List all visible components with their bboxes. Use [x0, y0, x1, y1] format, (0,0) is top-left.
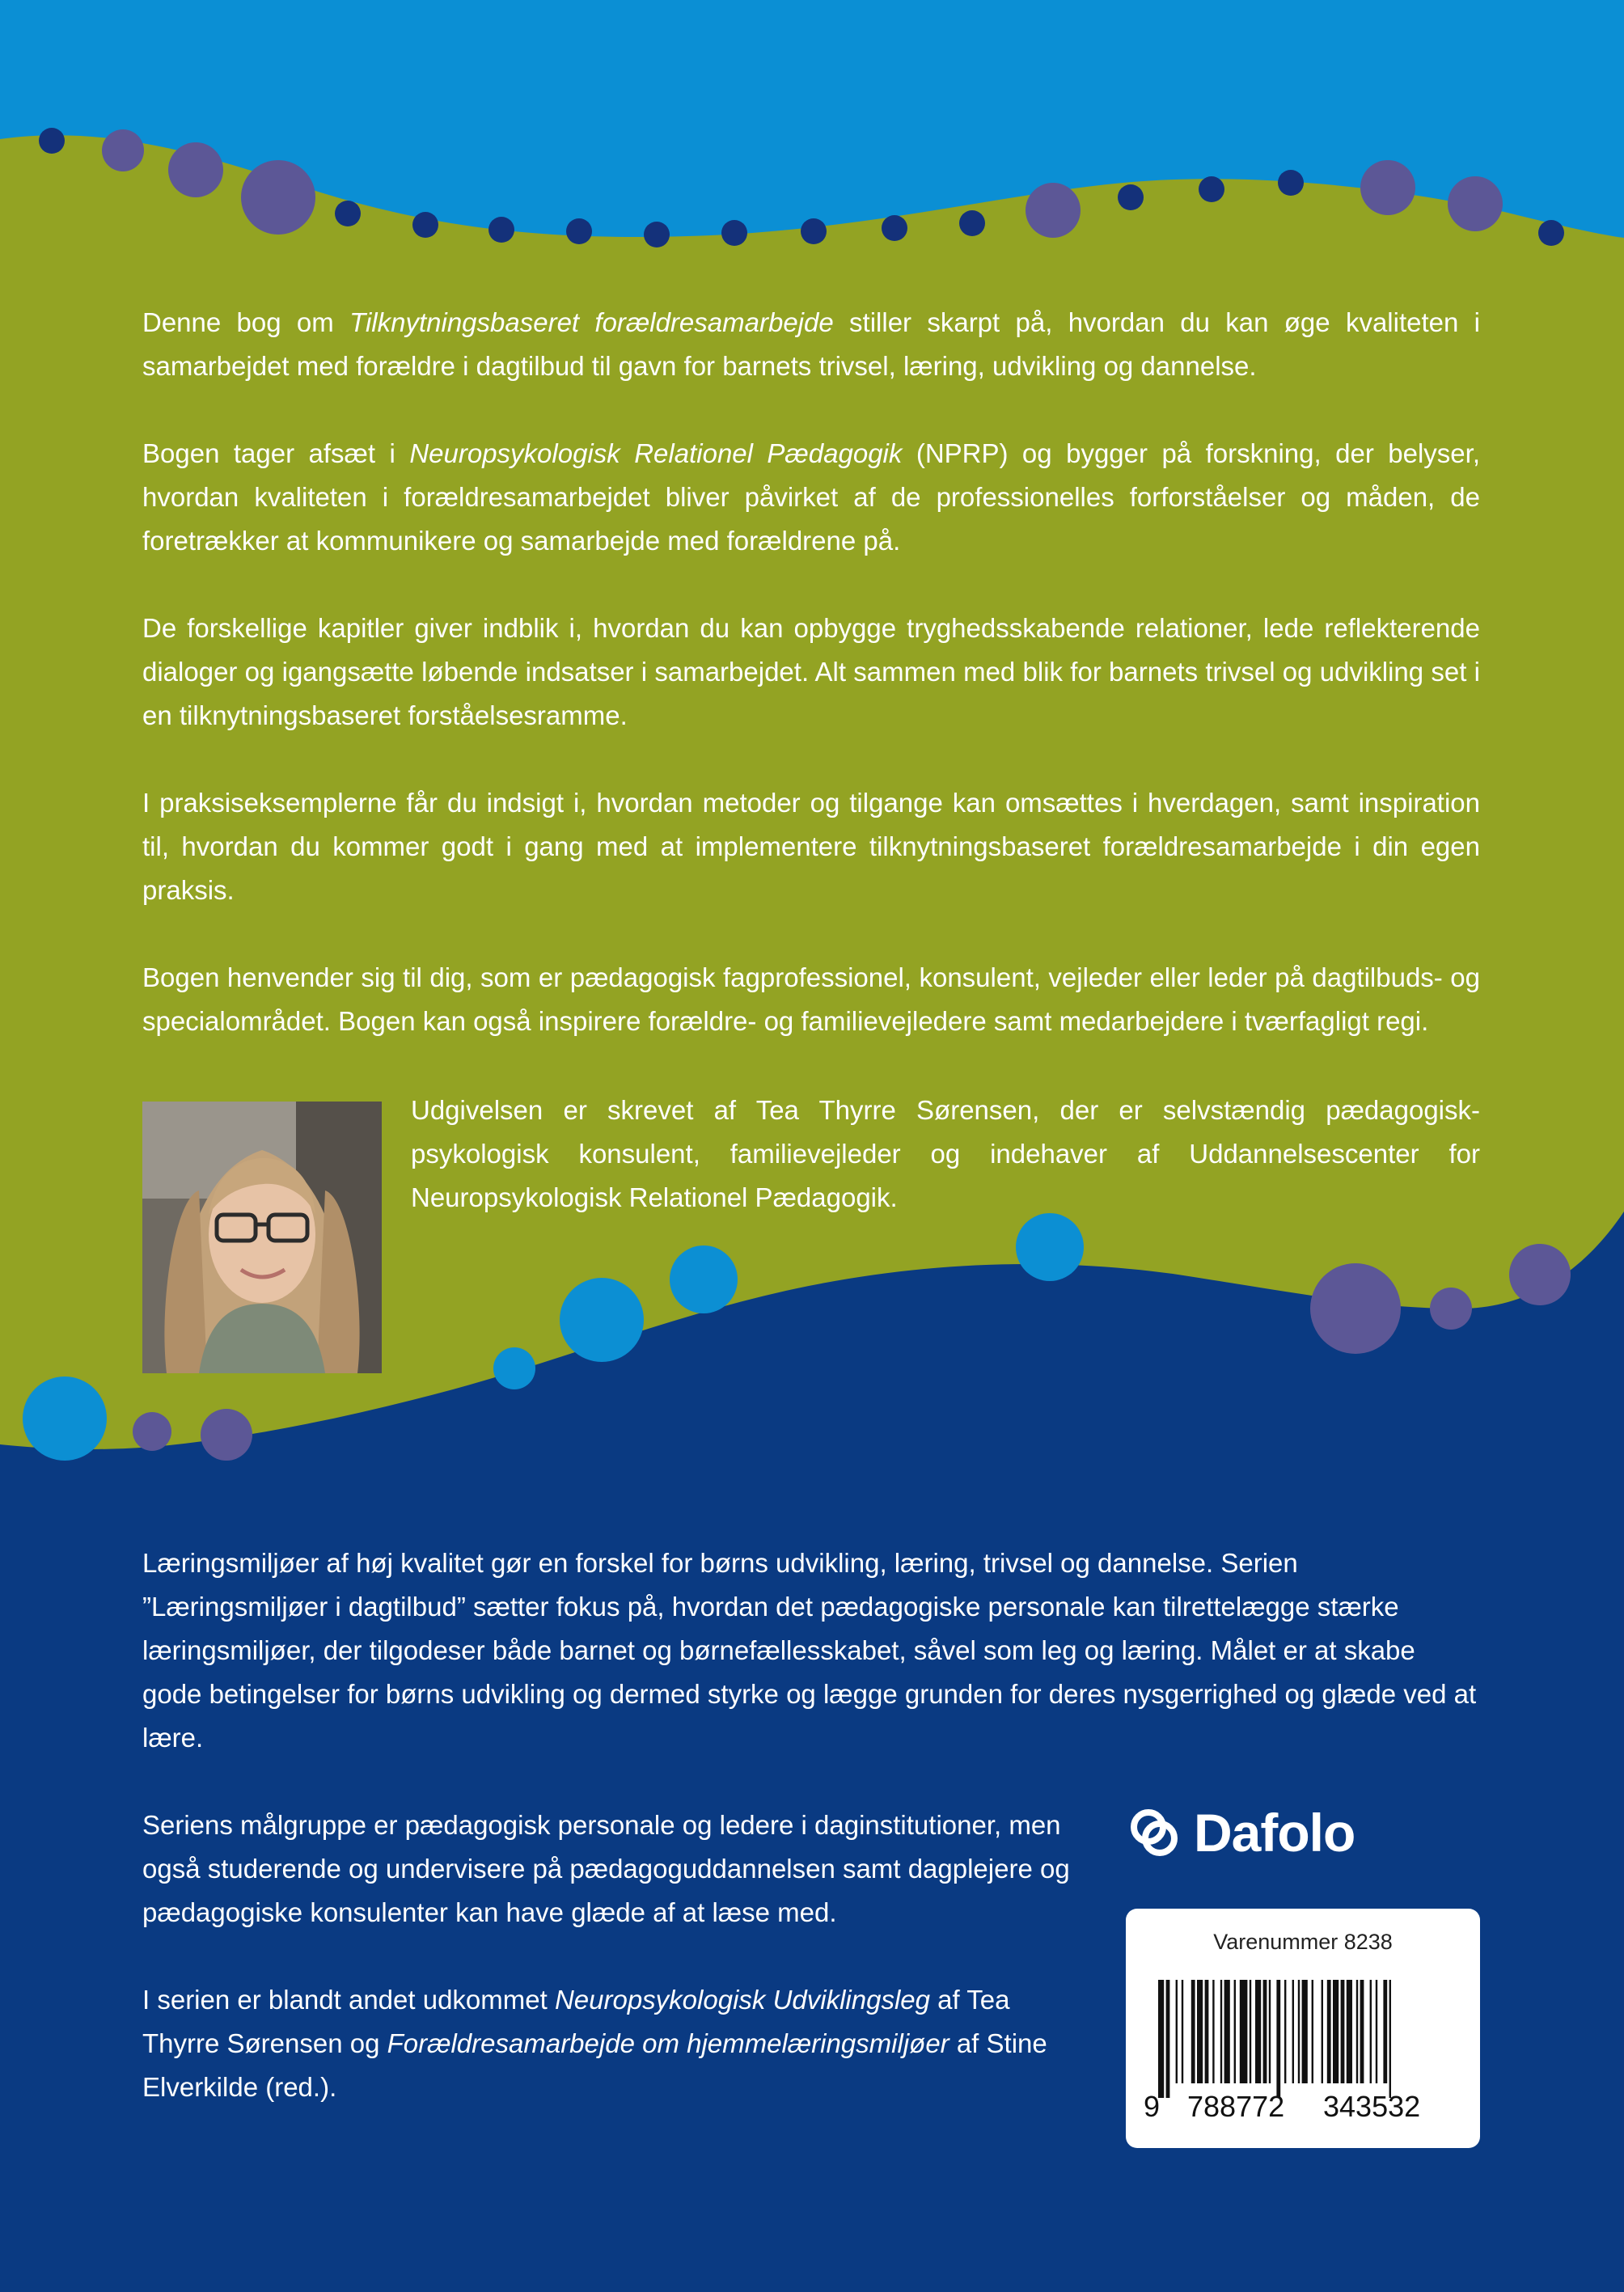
- decorative-dot: [801, 218, 827, 244]
- decorative-dot: [23, 1376, 107, 1461]
- barcode-label: [1126, 1909, 1480, 2148]
- decorative-dot: [1538, 220, 1564, 246]
- barcode-bar: [1276, 1980, 1280, 2098]
- decorative-dot: [201, 1409, 252, 1461]
- author-photo: [142, 1102, 382, 1373]
- isbn-right-group: 343532: [1323, 2090, 1421, 2123]
- barcode-bar: [1158, 1980, 1164, 2098]
- decorative-dot: [882, 215, 907, 241]
- barcode-bar: [1347, 1980, 1352, 2083]
- book-description-paragraph-1: Denne bog om Tilknytningsbaseret forældresamarbejde stiller skarpt på, hvordan du kan øge kvaliteten i samarbejdet med forældre i dagtilbud til gavn for barnets trivsel, læring, udvikling og dannelse.: [142, 307, 1480, 381]
- barcode-bar: [1376, 1980, 1377, 2083]
- barcode-bar: [1360, 1980, 1364, 2083]
- item-number: Varenummer 8238: [1213, 1930, 1393, 1954]
- decorative-dot: [1310, 1263, 1401, 1354]
- publisher-name: Dafolo: [1194, 1803, 1355, 1863]
- barcode-bar: [1298, 1980, 1300, 2083]
- decorative-dot: [493, 1347, 535, 1389]
- barcode-bar: [1327, 1980, 1331, 2083]
- decorative-dot: [1448, 176, 1503, 231]
- book-description-paragraph-4: I praksiseksemplerne får du indsigt i, hvordan metoder og tilgange kan omsættes i hverdagen, samt inspiration til, hvordan du kommer godt i gang med at implementere tilknytningsbaseret forældresamarbejde i din egen praksis.: [142, 788, 1480, 905]
- barcode-bar: [1197, 1980, 1203, 2083]
- decorative-dot: [335, 201, 361, 226]
- barcode-bar: [1240, 1980, 1248, 2083]
- barcode-bar: [1389, 1980, 1391, 2098]
- book-description-paragraph-3: De forskellige kapitler giver indblik i, hvordan du kan opbygge tryghedsskabende relationer, lede reflekterende dialoger og igangsætte løbende indsatser i samarbejdet. Alt sammen med blik for barnets trivsel og udvikling set i en tilknytningsbaseret forståelsesramme.: [142, 613, 1480, 730]
- decorative-dot: [102, 129, 144, 171]
- decorative-dot: [560, 1278, 644, 1362]
- isbn-barcode: [1158, 1980, 1449, 2098]
- decorative-dot: [412, 212, 438, 238]
- barcode-bar: [1263, 1980, 1267, 2083]
- barcode-bar: [1255, 1980, 1261, 2083]
- decorative-dot: [1016, 1213, 1084, 1281]
- book-description-paragraph-5: Bogen henvender sig til dig, som er pædagogisk fagprofessionel, konsulent, vejleder eller leder på dagtilbuds- og specialområdet. Bogen kan også inspirere forældre- og familievejledere samt medarbejdere i tværfagligt regi.: [142, 962, 1480, 1036]
- barcode-bar: [1269, 1980, 1271, 2083]
- barcode-bar: [1176, 1980, 1178, 2083]
- decorative-dot: [1026, 183, 1081, 238]
- barcode-bar: [1312, 1980, 1313, 2083]
- isbn-prefix-digit: 9: [1144, 2090, 1161, 2123]
- decorative-dot: [241, 160, 315, 235]
- decorative-dot: [1278, 170, 1304, 196]
- decorative-dot: [1360, 160, 1415, 215]
- barcode-bar: [1333, 1980, 1339, 2083]
- decorative-dot: [1430, 1288, 1472, 1330]
- barcode-bar: [1212, 1980, 1214, 2083]
- barcode-bar: [1191, 1980, 1195, 2083]
- barcode-bar: [1383, 1980, 1387, 2083]
- barcode-bar: [1224, 1980, 1230, 2083]
- publisher-logo: [1126, 1800, 1355, 1865]
- barcode-bar: [1302, 1980, 1308, 2083]
- barcode-bar: [1370, 1980, 1372, 2083]
- series-description-paragraph-1: Læringsmiljøer af høj kvalitet gør en forskel for børns udvikling, læring, trivsel og dannelse. Serien ”Læringsmiljøer i dagtilbud” sætter fokus på, hvordan det pædagogiske personale kan tilrettelægge stærke læringsmiljøer, der tilgodeser både barnet og børnefællesskabet, såvel som leg og læring. Målet er at skabe gode betingelser for børns udvikling og dermed styrke og lægge grunden for deres nysgerrighed og glæde ved at lære.: [142, 1548, 1477, 1753]
- series-description-paragraph-3: I serien er blandt andet udkommet Neuropsykologisk Udviklingsleg af Tea Thyrre Sørensen og Forældresamarbejde om hjemmelæringsmiljøer af Stine Elverkilde (red.).: [142, 1985, 1047, 2102]
- decorative-dot: [721, 220, 747, 246]
- isbn-left-group: 788772: [1187, 2090, 1285, 2123]
- barcode-bar: [1341, 1980, 1345, 2083]
- barcode-bar: [1322, 1980, 1323, 2083]
- decorative-dot: [488, 217, 514, 243]
- barcode-bar: [1356, 1980, 1358, 2083]
- decorative-dot: [959, 210, 985, 236]
- decorative-dot: [168, 142, 223, 197]
- barcode-bar: [1292, 1980, 1294, 2083]
- barcode-bar: [1220, 1980, 1222, 2083]
- barcode-bar: [1250, 1980, 1251, 2083]
- barcode-bar: [1234, 1980, 1236, 2083]
- decorative-dot: [1509, 1244, 1571, 1305]
- barcode-bar: [1182, 1980, 1183, 2083]
- author-bio: Udgivelsen er skrevet af Tea Thyrre Sørensen, der er selvstændig pædagogisk-psykologisk konsulent, familievejleder og indehaver af Uddannelsescenter for Neuropsykologisk Relationel Pædagogik.: [411, 1095, 1480, 1212]
- decorative-dot: [39, 128, 65, 154]
- decorative-dot: [670, 1245, 738, 1313]
- series-description-paragraph-2: Seriens målgruppe er pædagogisk personale og ledere i daginstitutioner, men også studerende og undervisere på pædagoguddannelsen samt dagplejere og pædagogiske konsulenter kan have glæde af at læse med.: [142, 1810, 1070, 1927]
- barcode-bar: [1166, 1980, 1170, 2098]
- dafolo-knot-icon: [1126, 1804, 1182, 1861]
- decorative-dot: [1199, 176, 1224, 202]
- decorative-dot: [644, 222, 670, 247]
- barcode-bar: [1205, 1980, 1209, 2083]
- decorative-dot: [133, 1412, 171, 1451]
- book-description-paragraph-2: Bogen tager afsæt i Neuropsykologisk Relationel Pædagogik (NPRP) og bygger på forskning, der belyser, hvordan kvaliteten i forældresamarbejdet bliver påvirket af de professionelles forforståelser og måden, de foretrækker at kommunikere og samarbejde med forældrene på.: [142, 438, 1480, 556]
- barcode-bar: [1284, 1980, 1286, 2083]
- decorative-dot: [1118, 184, 1144, 210]
- decorative-dot: [566, 218, 592, 244]
